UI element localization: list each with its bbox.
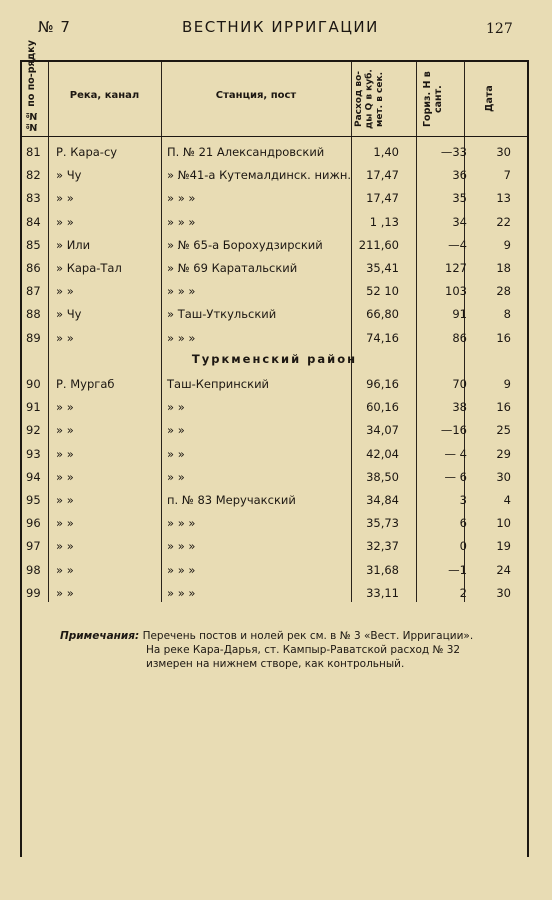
table-row	[22, 256, 527, 279]
table-row	[22, 279, 527, 302]
header-date: Дата	[484, 85, 495, 113]
station-cell: » »	[167, 423, 185, 438]
row-number: 87	[26, 284, 41, 299]
river-cell: » »	[56, 423, 74, 438]
river-cell: » Кара-Тал	[56, 261, 122, 275]
station-cell: Таш-Кепринский	[167, 377, 270, 391]
notes-line-2: На реке Кара-Дарья, ст. Кампыр-Раватской расход № 32	[146, 644, 461, 656]
date-cell: 29	[496, 446, 511, 461]
discharge-cell: 74,16	[366, 330, 399, 345]
station-cell: » » »	[167, 539, 196, 554]
table-row	[22, 302, 527, 325]
row-number: 83	[26, 191, 41, 206]
notes-text-1: Перечень постов и нолей рек см. в № 3 «Вест. Ирригации».	[142, 630, 474, 642]
table-row	[22, 465, 527, 488]
table-row	[22, 210, 527, 233]
table-row	[22, 581, 527, 604]
level-cell: 35	[452, 191, 467, 206]
table-row	[22, 488, 527, 511]
date-cell: 30	[496, 469, 511, 484]
river-cell: » »	[56, 539, 74, 554]
river-cell: » »	[56, 562, 74, 577]
level-cell: 38	[452, 400, 467, 415]
station-cell: » » »	[167, 562, 196, 577]
table-row	[22, 558, 527, 581]
row-number: 94	[26, 469, 41, 484]
date-cell: 22	[496, 214, 511, 229]
date-cell: 16	[496, 400, 511, 415]
row-number: 81	[26, 145, 41, 159]
date-cell: 13	[496, 191, 511, 206]
row-number: 90	[26, 377, 41, 391]
discharge-cell: 35,73	[366, 516, 399, 531]
level-cell: 36	[452, 168, 467, 183]
discharge-cell: 32,37	[366, 539, 399, 554]
discharge-cell: 96,16	[366, 377, 399, 391]
table-row	[22, 233, 527, 256]
header-num: №№ по по-рядку	[26, 40, 37, 132]
header-level: Гориз. H в сант.	[422, 71, 444, 127]
row-number: 89	[26, 330, 41, 345]
river-cell: Р. Кара-су	[56, 145, 118, 159]
station-cell: » »	[167, 469, 185, 484]
discharge-cell: 60,16	[366, 400, 399, 415]
row-number: 85	[26, 237, 41, 252]
station-cell: » » »	[167, 585, 196, 600]
discharge-cell: 52 10	[366, 284, 399, 299]
level-cell: 91	[452, 307, 467, 322]
table-row	[22, 140, 527, 163]
date-cell: 9	[503, 237, 511, 252]
river-cell: » »	[56, 330, 74, 345]
date-cell: 18	[496, 261, 511, 275]
table-row	[22, 326, 527, 349]
row-number: 92	[26, 423, 41, 438]
level-cell: — 4	[444, 446, 467, 461]
table-row	[22, 372, 527, 395]
station-cell: » Таш-Уткульский	[167, 307, 277, 322]
station-cell: » № 69 Каратальский	[167, 261, 298, 275]
discharge-cell: 211,60	[358, 237, 399, 252]
station-cell: » »	[167, 400, 185, 415]
date-cell: 25	[496, 423, 511, 438]
level-cell: 103	[445, 284, 467, 299]
date-cell: 4	[503, 493, 511, 507]
date-cell: 30	[496, 585, 511, 600]
notes-line-1	[60, 629, 520, 643]
row-number: 95	[26, 493, 41, 507]
table-row	[22, 418, 527, 441]
row-number: 98	[26, 562, 41, 577]
discharge-cell: 31,68	[366, 562, 399, 577]
station-cell: » » »	[167, 191, 196, 206]
date-cell: 10	[496, 516, 511, 531]
level-cell: —4	[448, 237, 467, 252]
discharge-cell: 1 ,13	[369, 214, 399, 229]
date-cell: 24	[496, 562, 511, 577]
level-cell: — 6	[444, 469, 467, 484]
level-cell: 127	[445, 261, 467, 275]
station-cell: » » »	[167, 284, 196, 299]
river-cell: » »	[56, 191, 74, 206]
table-row	[22, 395, 527, 418]
date-cell: 8	[503, 307, 511, 322]
date-cell: 19	[496, 539, 511, 554]
notes	[60, 629, 520, 671]
river-cell: » »	[56, 469, 74, 484]
discharge-cell: 35,41	[366, 261, 399, 275]
page-number: 127	[486, 21, 513, 37]
data-table	[20, 40, 529, 857]
row-number: 86	[26, 261, 41, 275]
row-number: 96	[26, 516, 41, 531]
river-cell: » Чу	[56, 307, 82, 322]
station-cell: » №41-а Кутемалдинск. нижн.	[167, 168, 352, 183]
running-header	[0, 18, 552, 42]
row-number: 97	[26, 539, 41, 554]
table-row	[22, 442, 527, 465]
date-cell: 7	[503, 168, 511, 183]
issue-number: № 7	[38, 18, 71, 36]
notes-label: Примечания:	[60, 630, 140, 642]
row-number: 88	[26, 307, 41, 322]
section-title: Туркменский район	[191, 352, 358, 366]
level-cell: 3	[459, 493, 467, 507]
header-river: Река, канал	[69, 90, 140, 101]
header-discharge: Расход во-ды Q в куб. мет. в сек.	[354, 69, 385, 129]
river-cell: Р. Мургаб	[56, 377, 115, 391]
date-cell: 9	[503, 377, 511, 391]
river-cell: » »	[56, 284, 74, 299]
river-cell: » »	[56, 585, 74, 600]
header-station: Станция, пост	[215, 90, 297, 101]
station-cell: » » »	[167, 214, 196, 229]
river-cell: » Чу	[56, 168, 82, 183]
discharge-cell: 34,84	[366, 493, 399, 507]
station-cell: » № 65-а Борохудзирский	[167, 237, 323, 252]
level-cell: 86	[452, 330, 467, 345]
journal-title: ВЕСТНИК ИРРИГАЦИИ	[182, 18, 379, 36]
river-cell: » »	[56, 516, 74, 531]
discharge-cell: 17,47	[366, 191, 399, 206]
table-row	[22, 186, 527, 209]
river-cell: » Или	[56, 237, 91, 252]
row-number: 82	[26, 168, 41, 183]
discharge-cell: 42,04	[366, 446, 399, 461]
river-cell: » »	[56, 400, 74, 415]
river-cell: » »	[56, 493, 74, 507]
row-number: 84	[26, 214, 41, 229]
level-cell: 34	[452, 214, 467, 229]
date-cell: 16	[496, 330, 511, 345]
notes-line-3: измерен на нижнем створе, как контрольный.	[146, 658, 405, 670]
station-cell: П. № 21 Александровский	[167, 145, 325, 159]
table-row	[22, 163, 527, 186]
level-cell: 6	[459, 516, 467, 531]
level-cell: 70	[452, 377, 467, 391]
station-cell: » » »	[167, 330, 196, 345]
table-row	[22, 511, 527, 534]
discharge-cell: 17,47	[366, 168, 399, 183]
date-cell: 30	[496, 145, 511, 159]
level-cell: 2	[459, 585, 467, 600]
table-row	[22, 534, 527, 557]
discharge-cell: 33,11	[366, 585, 399, 600]
river-cell: » »	[56, 446, 74, 461]
discharge-cell: 66,80	[366, 307, 399, 322]
level-cell: 0	[459, 539, 467, 554]
row-number: 93	[26, 446, 41, 461]
discharge-cell: 34,07	[366, 423, 399, 438]
row-number: 91	[26, 400, 41, 415]
station-cell: п. № 83 Меручакский	[167, 493, 296, 507]
station-cell: » »	[167, 446, 185, 461]
discharge-cell: 38,50	[366, 469, 399, 484]
level-cell: —33	[440, 145, 467, 159]
discharge-cell: 1,40	[373, 145, 399, 159]
table-header	[22, 40, 527, 137]
row-number: 99	[26, 585, 41, 600]
level-cell: —1	[448, 562, 467, 577]
station-cell: » » »	[167, 516, 196, 531]
river-cell: » »	[56, 214, 74, 229]
level-cell: —16	[440, 423, 467, 438]
date-cell: 28	[496, 284, 511, 299]
